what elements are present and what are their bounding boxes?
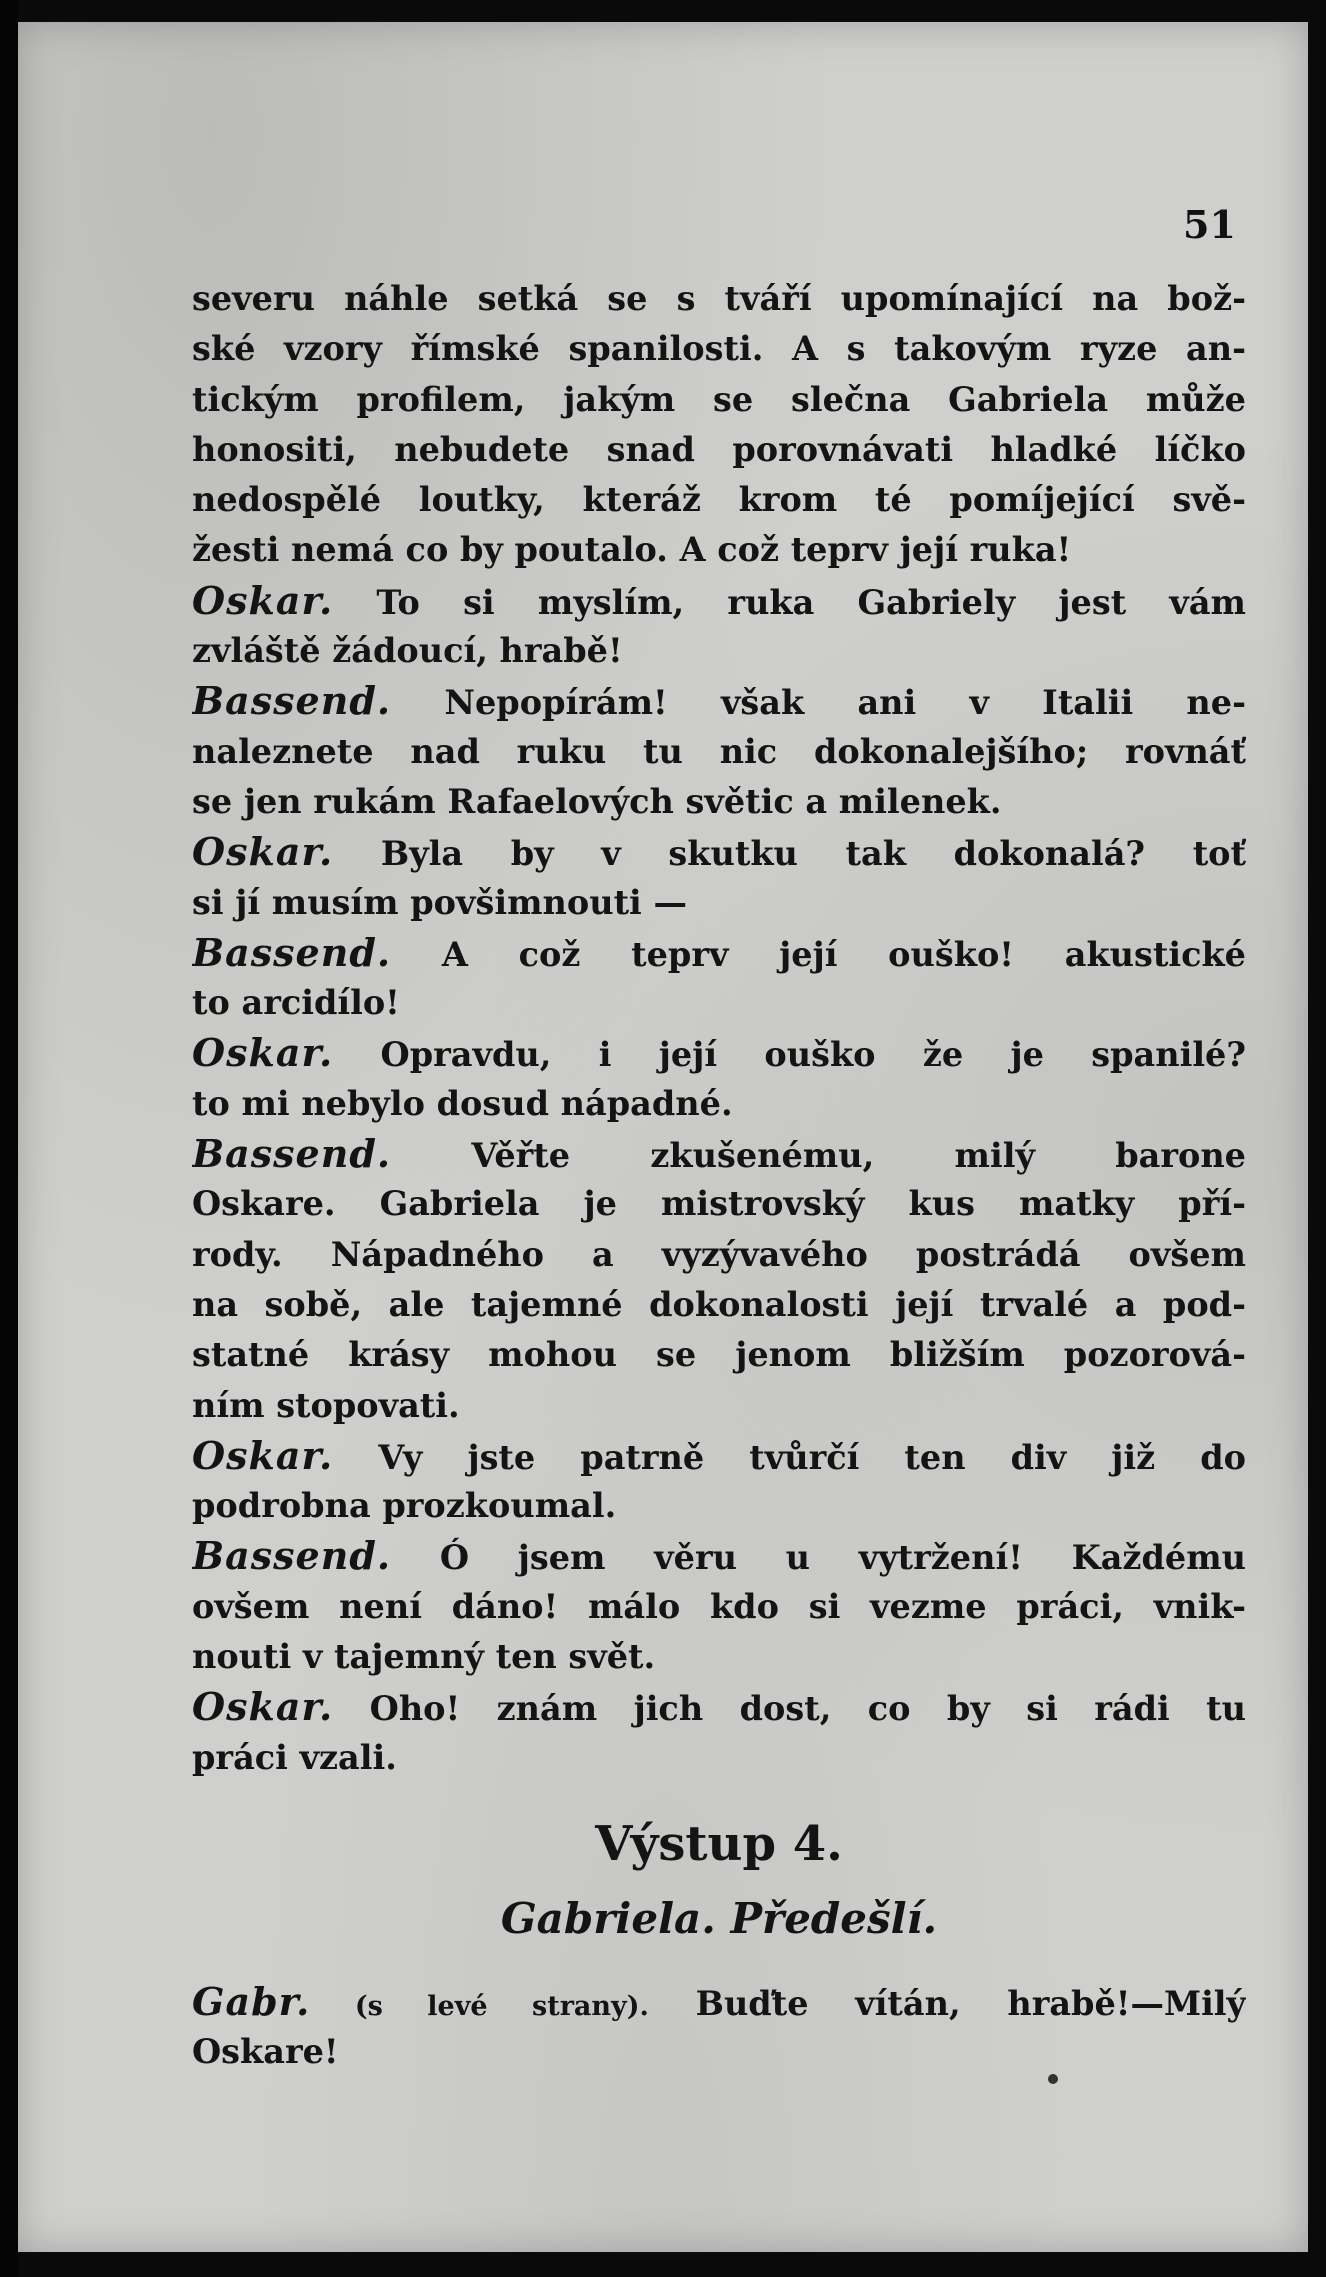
line-text: A což teprv její ouško! akustické [391,934,1246,974]
speaker-name: Bassend. [192,929,392,975]
text-line [192,475,1246,525]
speaker-name: Bassend. [192,1533,392,1579]
line-text: ovšem není dáno! málo kdo si vezme práci, vnik- [192,1586,1246,1626]
text-line [192,878,1246,928]
text-line [192,1733,1246,1783]
line-text: tickým profilem, jakým se slečna Gabriela může [192,379,1246,419]
line-text: Ó jsem věru u vytržení! Každému [391,1538,1246,1578]
line-text: nedospělé loutky, kteráž krom té pomíjející svě- [192,480,1246,520]
speech-line [192,1028,1246,1078]
text-line [192,1230,1246,1280]
page-number: 51 [1183,202,1236,247]
speech-line [192,1977,1246,2027]
line-text: To si myslím, ruka Gabriely jest vám [333,582,1246,622]
ink-speck [1048,2074,1058,2084]
line-text: zvláště žádoucí, hrabě! [192,631,623,671]
body-text [192,274,1246,2078]
text-line [192,1330,1246,1380]
line-text: honositi, nebudete snad porovnávati hladké líčko [192,429,1246,469]
speaker-name: Bassend. [192,678,392,724]
speech-line [192,1682,1246,1732]
line-text: ské vzory římské spanilosti. A s takovým ryze an- [192,329,1246,369]
line-text: Oskare. Gabriela je mistrovský kus matky pří- [192,1184,1246,1224]
line-text: žesti nemá co by poutalo. A což teprv její ruka! [192,530,1072,570]
line-text: ním stopovati. [192,1385,460,1425]
text-line [192,1280,1246,1330]
speaker-name: Bassend. [192,1131,392,1177]
line-text: Vy jste patrně tvůrčí ten div již do [333,1437,1246,1477]
speaker-name: Gabr. [192,1978,311,2024]
stage-direction: (s levé strany). [310,1990,649,2022]
line-text: statné krásy mohou se jenom bližším pozorová- [192,1335,1246,1375]
scene-characters: Gabriela. Předešlí. [500,1893,938,1943]
speech-line [192,1129,1246,1179]
text-line [192,1179,1246,1229]
text-line [192,1582,1246,1632]
line-text: Opravdu, i její ouško že je spanilé? [333,1035,1246,1075]
line-text: Oho! znám jich dost, co by si rádi tu [333,1689,1246,1729]
line-text: severu náhle setká se s tváří upomínající na bož- [192,279,1246,318]
speaker-name: Oskar. [192,1432,334,1478]
line-text: rody. Nápadného a vyzývavého postrádá ovšem [192,1234,1246,1274]
text-line [192,375,1246,425]
line-text: si jí musím povšimnouti — [192,882,687,922]
text-line [192,978,1246,1028]
text-line [192,727,1246,777]
speaker-name: Oskar. [192,577,334,623]
line-text: Věřte zkušenému, milý barone [391,1136,1246,1176]
speaker-name: Oskar. [192,1030,334,1076]
speaker-name: Oskar. [192,1684,334,1730]
text-line [192,525,1246,575]
line-text: Buďte vítán, hrabě!—Milý [648,1983,1246,2023]
text-line [192,2027,1246,2077]
speech-line [192,1431,1246,1481]
text-line [192,777,1246,827]
line-text: to mi nebylo dosud nápadné. [192,1083,733,1123]
text-line [192,626,1246,676]
line-text: naleznete nad ruku tu nic dokonalejšího; rovnáť [192,731,1246,771]
text-line [192,1481,1246,1531]
line-text: nouti v tajemný ten svět. [192,1637,656,1677]
speaker-name: Oskar. [192,829,334,875]
text-line [192,1079,1246,1129]
book-page [18,22,1308,2252]
line-text: se jen rukám Rafaelových světic a milenek. [192,781,1002,821]
scan-edge [0,0,18,2277]
speech-line [192,576,1246,626]
text-line [192,324,1246,374]
text-line [192,425,1246,475]
scene-heading: Výstup 4. [595,1815,843,1872]
line-text: Nepopírám! však ani v Italii ne- [391,683,1246,723]
line-text: to arcidílo! [192,983,400,1023]
text-line [192,1632,1246,1682]
speech-line [192,676,1246,726]
line-text: na sobě, ale tajemné dokonalosti její trvalé a pod- [192,1284,1246,1324]
line-text: práci vzali. [192,1737,397,1777]
line-text: Oskare! [192,2032,339,2072]
text-line [192,274,1246,324]
text-line [192,1381,1246,1431]
speech-line [192,1531,1246,1581]
line-text: podrobna prozkoumal. [192,1486,617,1526]
line-text: Byla by v skutku tak dokonalá? toť [333,834,1246,874]
speech-line [192,928,1246,978]
speech-line [192,827,1246,877]
